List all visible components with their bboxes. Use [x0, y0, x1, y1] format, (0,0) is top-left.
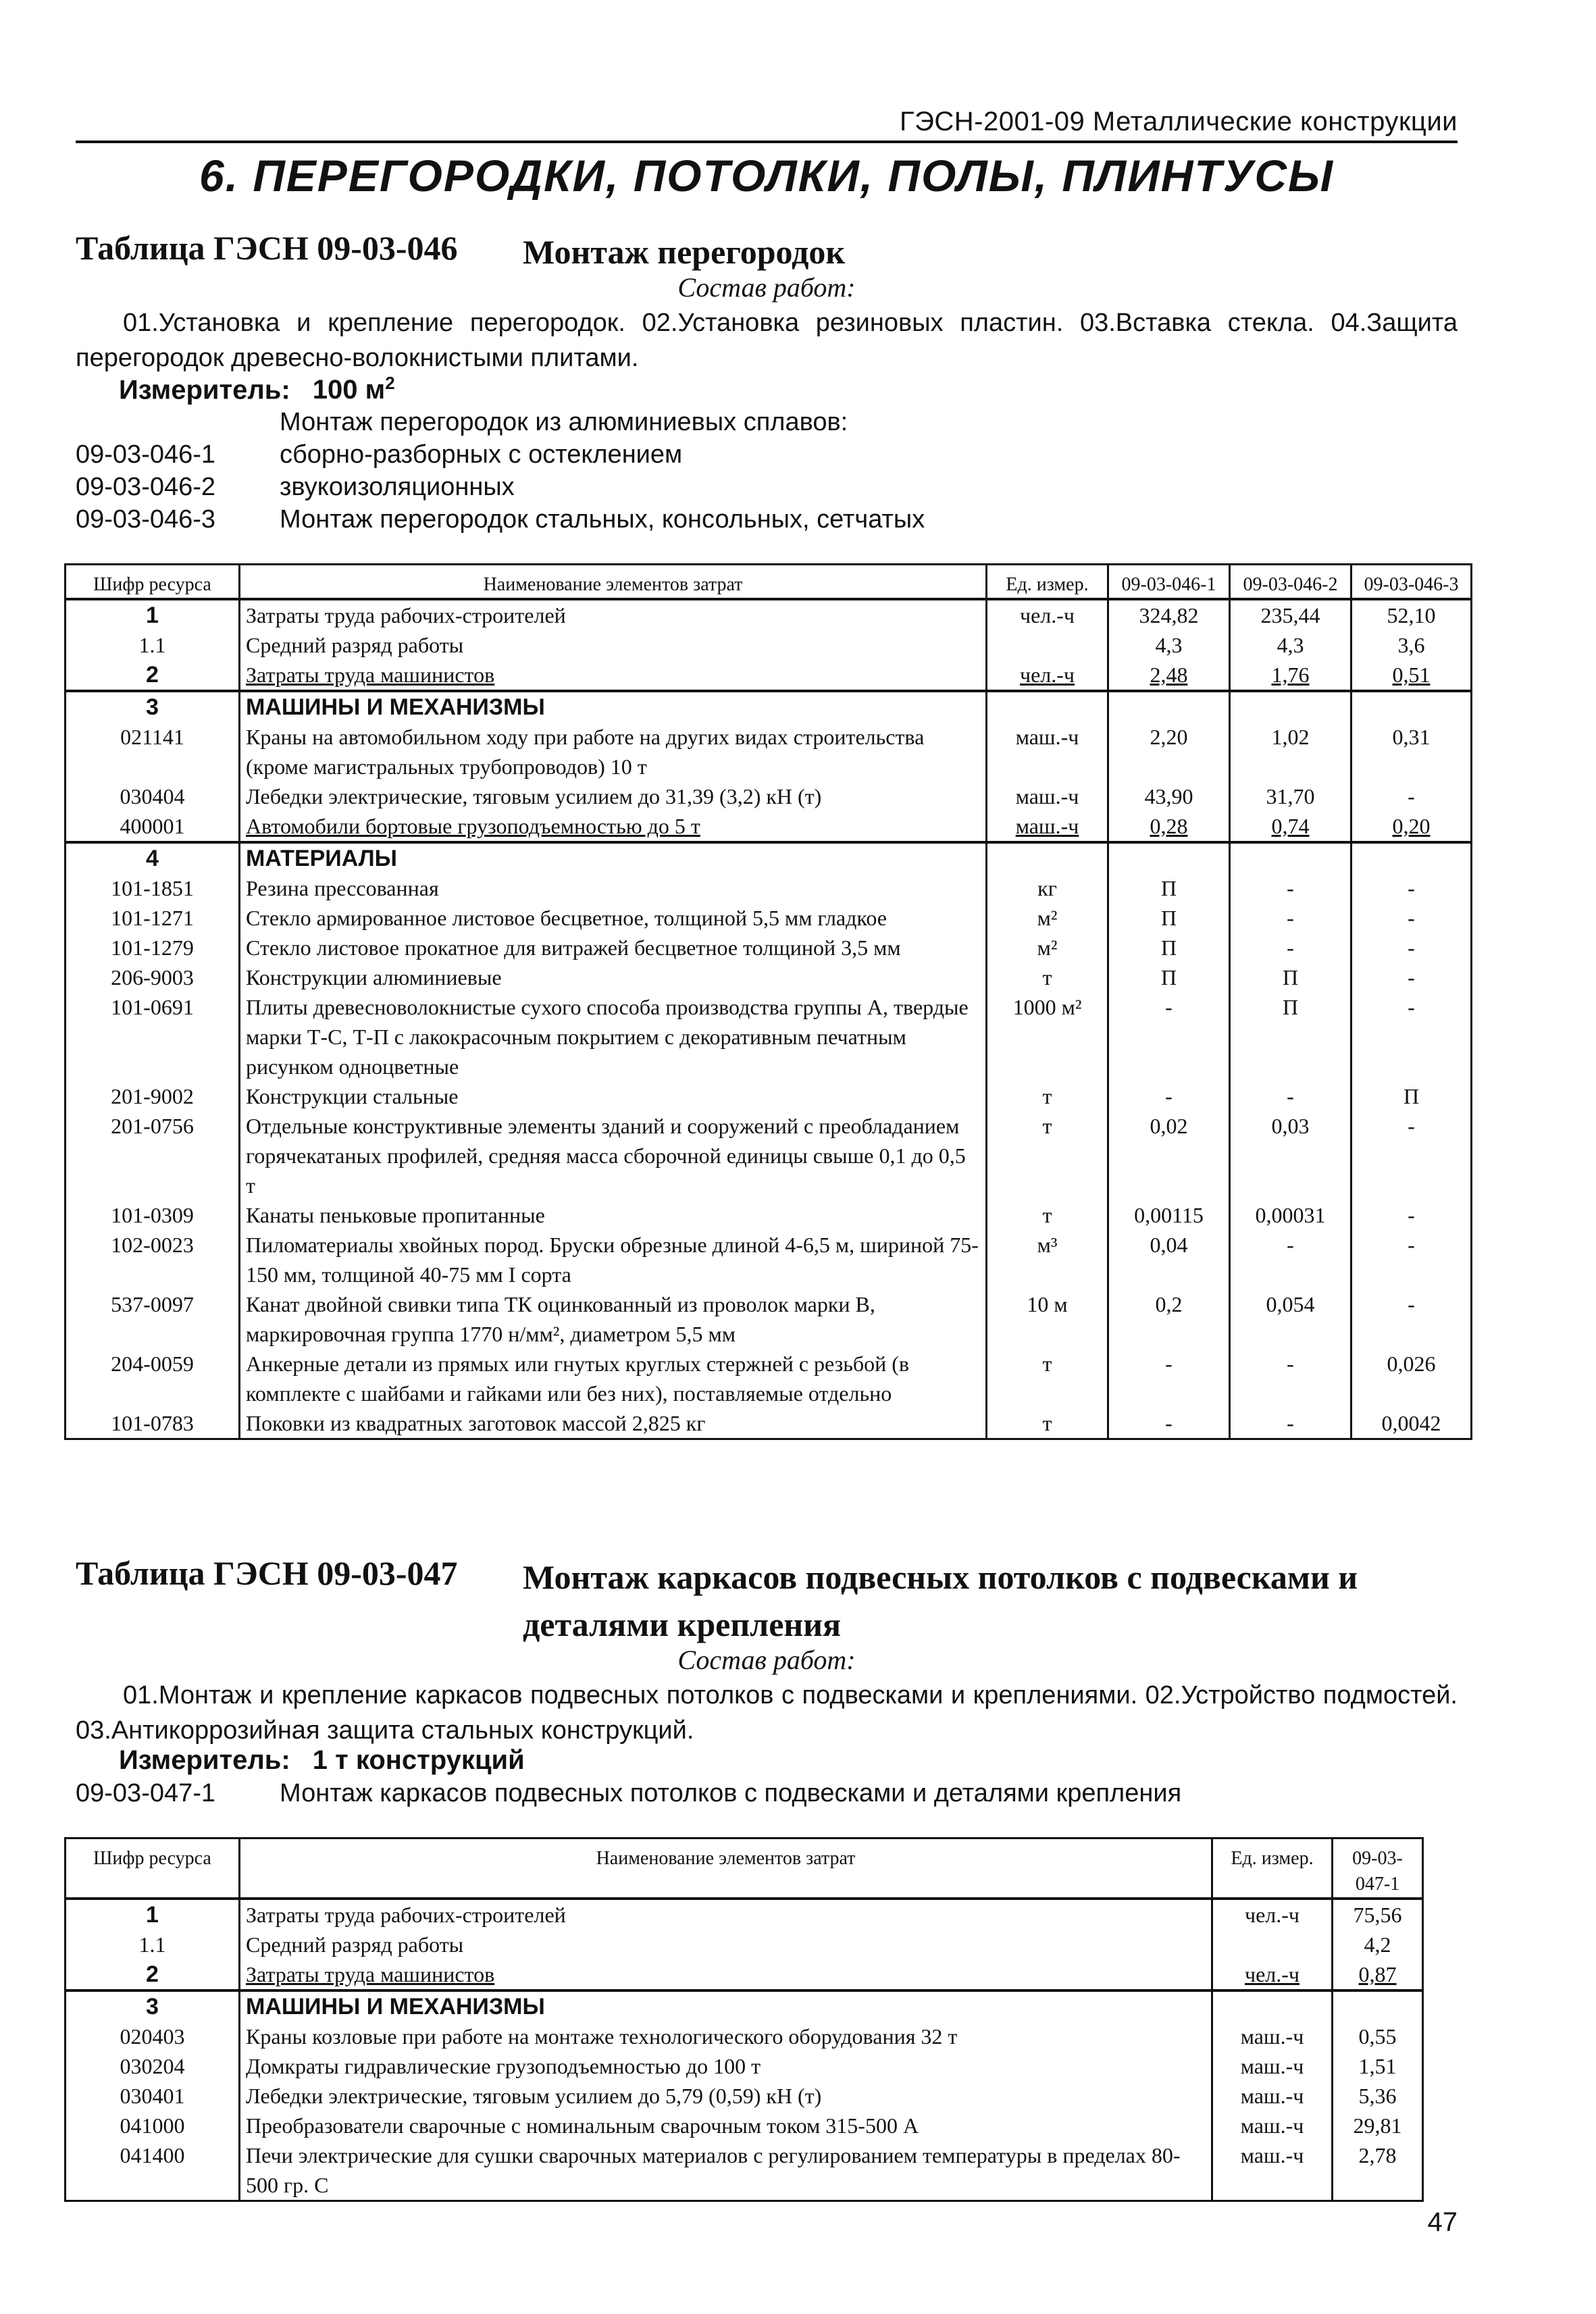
cell-value: 0,04 [1108, 1230, 1230, 1289]
cell-value [1108, 691, 1230, 722]
col-header-unit: Ед. измер. [1212, 1839, 1333, 1899]
cell-code: 537-0097 [66, 1289, 240, 1349]
cell-value: - [1108, 1349, 1230, 1408]
cell-value: 0,02 [1108, 1111, 1230, 1200]
table-row [66, 599, 1472, 630]
table2-title: Монтаж каркасов подвесных потолков с подвесками и деталями крепления [523, 1558, 1358, 1643]
cell-code: 030204 [66, 2051, 240, 2081]
table-row [66, 2022, 1423, 2051]
cell-value: - [1352, 1230, 1472, 1289]
cell-code: 020403 [66, 2022, 240, 2051]
cell-unit: маш.-ч [1212, 2022, 1333, 2051]
cell-unit [987, 691, 1108, 722]
col-header-unit: Ед. измер. [987, 565, 1108, 600]
cell-unit: чел.-ч [1212, 1959, 1333, 1990]
cell-value: 52,10 [1352, 599, 1472, 630]
cell-code: 102-0023 [66, 1230, 240, 1289]
cell-name: Пиломатериалы хвойных пород. Бруски обрезные длиной 4-6,5 м, шириной 75-150 мм, толщиной 40-75 мм I сорта [240, 1230, 987, 1289]
table-row [66, 1200, 1472, 1230]
table1-title: Монтаж перегородок [523, 233, 846, 271]
running-header: ГЭСН-2001-09 Металлические конструкции [899, 107, 1458, 136]
cell-value: - [1352, 1111, 1472, 1200]
table1-measure-label: Измеритель: [119, 375, 290, 405]
cell-value: - [1230, 1081, 1352, 1111]
page-number: 47 [1427, 2207, 1458, 2237]
cell-value: - [1352, 962, 1472, 992]
cell-code: 201-0756 [66, 1111, 240, 1200]
cell-value: - [1352, 781, 1472, 811]
cell-name: Средний разряд работы [240, 1930, 1212, 1959]
cell-name: Лебедки электрические, тяговым усилием до 5,79 (0,59) кН (т) [240, 2081, 1212, 2111]
cell-unit: м² [987, 903, 1108, 933]
cell-value: 4,3 [1108, 630, 1230, 660]
cell-name: Затраты труда рабочих-строителей [240, 599, 987, 630]
cell-value: - [1230, 1349, 1352, 1408]
table-row [66, 781, 1472, 811]
cell-code: 030404 [66, 781, 240, 811]
cell-unit: т [987, 1081, 1108, 1111]
table1-measure-sup: 2 [385, 373, 395, 393]
table2-works: 01.Монтаж и крепление каркасов подвесных потолков с подвесками и креплениями. 02.Устройство подмостей. 03.Антикоррозийная защита стальных конструкций. [76, 1681, 1458, 1745]
cell-name: Печи электрические для сушки сварочных материалов с регулированием температуры в пределах 80-500 гр. С [240, 2140, 1212, 2201]
cell-value [1108, 842, 1230, 873]
cell-value: П [1108, 962, 1230, 992]
cell-code: 030401 [66, 2081, 240, 2111]
table1-grid [64, 563, 1472, 1440]
table1-body [66, 599, 1472, 1439]
cell-name: Затраты труда машинистов [240, 660, 987, 691]
cell-value: - [1352, 933, 1472, 962]
col-header-code: Шифр ресурса [66, 565, 240, 600]
cell-code: 201-9002 [66, 1081, 240, 1111]
cell-code: 101-0691 [66, 992, 240, 1081]
cell-value [1352, 691, 1472, 722]
cell-value: 43,90 [1108, 781, 1230, 811]
cell-unit: маш.-ч [1212, 2140, 1333, 2201]
cell-code: 101-1279 [66, 933, 240, 962]
cell-unit [1212, 1930, 1333, 1959]
cell-name: Стекло армированное листовое бесцветное, толщиной 5,5 мм гладкое [240, 903, 987, 933]
cell-name: Краны козловые при работе на монтаже технологического оборудования 32 т [240, 2022, 1212, 2051]
section-title: 6. ПЕРЕГОРОДКИ, ПОТОЛКИ, ПОЛЫ, ПЛИНТУСЫ [199, 151, 1335, 201]
table2-sostav-label: Состав работ: [677, 1645, 856, 1675]
cell-value: 0,026 [1352, 1349, 1472, 1408]
cell-value: 2,78 [1333, 2140, 1423, 2201]
col-header-name: Наименование элементов затрат [240, 1839, 1212, 1899]
cell-value: 29,81 [1333, 2111, 1423, 2140]
cell-value [1352, 842, 1472, 873]
table-row [66, 1289, 1472, 1349]
table-row [66, 1408, 1472, 1439]
table-row [66, 722, 1472, 781]
table1-measure-value: 100 м [312, 375, 386, 405]
cell-name: МАШИНЫ И МЕХАНИЗМЫ [240, 691, 987, 722]
cell-unit: чел.-ч [1212, 1899, 1333, 1930]
col-header-code: Шифр ресурса [66, 1839, 240, 1899]
cell-value: 4,3 [1230, 630, 1352, 660]
cell-unit [987, 842, 1108, 873]
table-row [66, 1230, 1472, 1289]
cell-value [1230, 842, 1352, 873]
table2-measure-label: Измеритель: [119, 1745, 290, 1775]
col-header-name: Наименование элементов затрат [240, 565, 987, 600]
cell-value: П [1108, 933, 1230, 962]
cell-value: 1,76 [1230, 660, 1352, 691]
cell-value: 0,2 [1108, 1289, 1230, 1349]
table2-grid [64, 1837, 1424, 2202]
cell-unit: чел.-ч [987, 599, 1108, 630]
cell-code: 2 [66, 660, 240, 691]
table-row [66, 842, 1472, 873]
table1-measure [119, 373, 395, 405]
table-row [66, 1930, 1423, 1959]
header-rule [76, 140, 1458, 143]
cell-value: 0,55 [1333, 2022, 1423, 2051]
cell-value: - [1230, 873, 1352, 903]
table2-measure-value: 1 т конструкций [312, 1745, 525, 1775]
cell-value: П [1108, 903, 1230, 933]
table-header-row [66, 1839, 1423, 1899]
cell-value: П [1352, 1081, 1472, 1111]
cell-code: 206-9003 [66, 962, 240, 992]
cell-name: МАШИНЫ И МЕХАНИЗМЫ [240, 1990, 1212, 2022]
document-page: ГЭСН-2001-09 Металлические конструкции 6. ПЕРЕГОРОДКИ, ПОТОЛКИ, ПОЛЫ, ПЛИНТУСЫ Таблица ГЭСН 09-03-046 Монтаж перегородок Состав работ: 01.Установка и крепление перегородок. 02.Установка резиновых пластин. 03.Вставка стекла. 04.Защита перегородок древесно-волокнистыми плитами. Измеритель: 100 $м^2$ Монтаж перегородок из алюминиевых сплавов: 09-03-046-1 сборно-разборных с остеклением 09-03-046-2 звукоизоляционных 09-03-046-3 Монтаж перегородок стальных, консольных, сетчатых Шифр ресурса Наименование элементов затрат Ед. измер. 09-03-046-1 09-03-046-2 09-03-046-3 1 Затраты труда рабочих-строителей чел.-ч 324,82 235,44 52,10 1.1 Средний разряд работы 4,3 4,3 3,6 2 Затраты труда машинистов чел.-ч 2,48 1,76 0,51 3 МАШИНЫ И МЕХАНИЗМЫ 021141 Краны на автомобильном ходу при работе на других видах строительства (кроме магистральных трубопроводов) 10 т маш.-ч 2,20 1,02 0,31 030404 Лебедки электрические, тяговым усилием до 31,39 (3,2) кН (т) маш.-ч 43,90 31,70 - 400001 Автомобили бортовые грузоподъемностью до 5 т маш.-ч 0,28 0,74 0,20 4 МАТЕРИАЛЫ 101-1851 Резина прессованная кг П - - 101-1271 Стекло армированное листовое бесцветное, толщиной 5,5 мм гладкое м² П - - 101-1279 Стекло листовое прокатное для витражей бесцветное толщиной 3,5 мм м² П - - 206-9003 Конструкции алюминиевые т П П - 101-0691 Плиты древесноволокнистые сухого способа производства группы А, твердые марки Т-С, Т-П с лакокрасочным покрытием с декоративным печатным рисунком одноцветные 1000 м² - П - 201-9002 Конструкции стальные т - - П 201-0756 Отдельные конструктивные элементы зданий и сооружений с преобладанием горячекатаных профилей, средняя масса сборочной единицы свыше 0,1 до 0,5 т т 0,02 0,03 - 101-0309 Канаты пеньковые пропитанные т 0,00115 0,00031 - 102-0023 Пиломатериалы хвойных пород. Бруски обрезные длиной 4-6,5 м, шириной 75-150 мм, толщиной 40-75 мм I сорта м³ 0,04 - - 537-0097 Канат двойной свивки типа ТК оцинкованный из проволок марки В, маркировочная группа 1770 н/мм², диаметром 5,5 мм 10 м 0,2 0,054 - 204-0059 Анкерные детали из прямых или гнутых круглых стержней с резьбой (в комплекте с шайбами и гайками или без них), поставляемые отдельно т - - 0,026 101-0783 Поковки из квадратных заготовок массой 2,825 кг т - - 0,0042 Таблица ГЭСН 09-03-047 Монтаж каркасов подвесных потолков с подвесками и деталями крепления Состав работ: 01.Монтаж и крепление каркасов подвесных потолков с подвесками и креплениями. 02.Устройство подмостей. 03.Антикоррозийная защита стальных конструкций. Измеритель: 1 т конструкций 09-03-047-1 Монтаж каркасов подвесных потолков с подвесками и деталями крепления Шифр ресурса Наименование элементов затрат Ед. измер. 09-03-047-1 1 Затраты труда рабочих-строителей чел.-ч 75,56 1.1 Средний разряд работы 4,2 2 Затраты труда машинистов чел.-ч 0,87 3 МАШИНЫ И МЕХАНИЗМЫ 020403 Краны козловые при работе на монтаже технологического оборудования 32 т маш.-ч 0,55 030204 Домкраты гидравлические грузоподъемностью до 100 т маш.-ч 1,51 030401 Лебедки электрические, тяговым усилием до 5,79 (0,59) кН (т) маш.-ч 5,36 041000 Преобразователи сварочные с номинальным сварочным током 315-500 А маш.-ч 29,81 041400 Печи электрические для сушки сварочных материалов с регулированием температуры в пределах 80-500 гр. С маш.-ч 2,78 47 [0, 0, 1596, 2314]
table1-sostav-label: Состав работ: [677, 272, 856, 303]
cell-code: 2 [66, 1959, 240, 1990]
table-row [66, 1899, 1423, 1930]
cell-unit: т [987, 1200, 1108, 1230]
cell-unit: маш.-ч [1212, 2111, 1333, 2140]
cell-value: 0,74 [1230, 811, 1352, 842]
table-row [66, 2081, 1423, 2111]
table-row [66, 2051, 1423, 2081]
cell-name: Анкерные детали из прямых или гнутых круглых стержней с резьбой (в комплекте с шайбами и гайками или без них), поставляемые отдельно [240, 1349, 987, 1408]
cell-value: - [1352, 992, 1472, 1081]
table1-intro: Монтаж перегородок из алюминиевых сплавов: [280, 408, 848, 436]
cell-value: П [1230, 992, 1352, 1081]
cell-unit [987, 630, 1108, 660]
cell-name: Краны на автомобильном ходу при работе на других видах строительства (кроме магистральных трубопроводов) 10 т [240, 722, 987, 781]
cell-name: Отдельные конструктивные элементы зданий и сооружений с преобладанием горячекатаных профилей, средняя масса сборочной единицы свыше 0,1 до 0,5 т [240, 1111, 987, 1200]
cell-code: 1 [66, 599, 240, 630]
cell-value: - [1230, 903, 1352, 933]
table-row [66, 962, 1472, 992]
cell-value: - [1352, 1200, 1472, 1230]
cell-unit [1212, 1990, 1333, 2022]
cell-value: - [1108, 992, 1230, 1081]
cell-code: 101-0309 [66, 1200, 240, 1230]
col-header-norm-1: 09-03-047-1 [1333, 1839, 1423, 1899]
table-row [66, 630, 1472, 660]
cell-value: 0,20 [1352, 811, 1472, 842]
cell-value: 3,6 [1352, 630, 1472, 660]
cell-code: 400001 [66, 811, 240, 842]
table-row [66, 992, 1472, 1081]
table2-measure [119, 1745, 525, 1776]
cell-code: 1.1 [66, 630, 240, 660]
cell-value: 0,00031 [1230, 1200, 1352, 1230]
table-row [66, 1081, 1472, 1111]
table-row [66, 691, 1472, 722]
cell-value: - [1230, 933, 1352, 962]
cell-value: 1,51 [1333, 2051, 1423, 2081]
cell-unit: маш.-ч [1212, 2051, 1333, 2081]
cell-code: 204-0059 [66, 1349, 240, 1408]
cell-unit: т [987, 1111, 1108, 1200]
cell-value: - [1230, 1230, 1352, 1289]
cell-unit: 10 м [987, 1289, 1108, 1349]
cell-name: Домкраты гидравлические грузоподъемностью до 100 т [240, 2051, 1212, 2081]
cell-code: 101-1851 [66, 873, 240, 903]
cell-name: Стекло листовое прокатное для витражей бесцветное толщиной 3,5 мм [240, 933, 987, 962]
cell-code: 3 [66, 1990, 240, 2022]
cell-value: 324,82 [1108, 599, 1230, 630]
cell-value: 1,02 [1230, 722, 1352, 781]
cell-name: Средний разряд работы [240, 630, 987, 660]
cell-name: Затраты труда машинистов [240, 1959, 1212, 1990]
table-row [66, 903, 1472, 933]
col-header-norm-1: 09-03-046-1 [1108, 565, 1230, 600]
cell-value: 0,51 [1352, 660, 1472, 691]
table1-code: Таблица ГЭСН 09-03-046 [76, 229, 458, 267]
cell-name: Конструкции алюминиевые [240, 962, 987, 992]
table-row [66, 2140, 1423, 2201]
cell-value: 0,31 [1352, 722, 1472, 781]
table-row [66, 1990, 1423, 2022]
cell-unit: м³ [987, 1230, 1108, 1289]
cell-value: 2,20 [1108, 722, 1230, 781]
cell-unit: м² [987, 933, 1108, 962]
cell-name: Затраты труда рабочих-строителей [240, 1899, 1212, 1930]
cell-code: 041400 [66, 2140, 240, 2201]
table-row [66, 873, 1472, 903]
cell-name: Резина прессованная [240, 873, 987, 903]
cell-name: Канаты пеньковые пропитанные [240, 1200, 987, 1230]
cell-name: Преобразователи сварочные с номинальным сварочным током 315-500 А [240, 2111, 1212, 2140]
cell-value: 31,70 [1230, 781, 1352, 811]
table-row [66, 1349, 1472, 1408]
cell-value: - [1352, 873, 1472, 903]
cell-name: Лебедки электрические, тяговым усилием до 31,39 (3,2) кН (т) [240, 781, 987, 811]
table1-works: 01.Установка и крепление перегородок. 02.Установка резиновых пластин. 03.Вставка стекла. 04.Защита перегородок древесно-волокнистыми плитами. [76, 309, 1458, 372]
cell-name: Плиты древесноволокнистые сухого способа производства группы А, твердые марки Т-С, Т-П с лакокрасочным покрытием с декоративным печатным рисунком одноцветные [240, 992, 987, 1081]
cell-value: - [1352, 903, 1472, 933]
table-row [66, 811, 1472, 842]
cell-value: 0,0042 [1352, 1408, 1472, 1439]
cell-value: 235,44 [1230, 599, 1352, 630]
cell-unit: маш.-ч [987, 781, 1108, 811]
cell-code: 1.1 [66, 1930, 240, 1959]
cell-value: - [1230, 1408, 1352, 1439]
table2-code: Таблица ГЭСН 09-03-047 [76, 1554, 458, 1592]
cell-value: 0,054 [1230, 1289, 1352, 1349]
cell-value: 0,03 [1230, 1111, 1352, 1200]
cell-name: Автомобили бортовые грузоподъемностью до 5 т [240, 811, 987, 842]
cell-value: П [1108, 873, 1230, 903]
cell-value: 0,87 [1333, 1959, 1423, 1990]
table-row [66, 2111, 1423, 2140]
cell-code: 021141 [66, 722, 240, 781]
cell-value: 5,36 [1333, 2081, 1423, 2111]
cell-unit: т [987, 962, 1108, 992]
cell-value: 0,28 [1108, 811, 1230, 842]
col-header-norm-3: 09-03-046-3 [1352, 565, 1472, 600]
cell-name: МАТЕРИАЛЫ [240, 842, 987, 873]
table-row [66, 1959, 1423, 1990]
table-row [66, 660, 1472, 691]
cell-unit: маш.-ч [987, 722, 1108, 781]
cell-value [1230, 691, 1352, 722]
col-header-norm-2: 09-03-046-2 [1230, 565, 1352, 600]
cell-value: - [1108, 1408, 1230, 1439]
table-row [66, 933, 1472, 962]
cell-name: Канат двойной свивки типа ТК оцинкованный из проволок марки В, маркировочная группа 1770 н/мм², диаметром 5,5 мм [240, 1289, 987, 1349]
cell-name: Конструкции стальные [240, 1081, 987, 1111]
cell-value: П [1230, 962, 1352, 992]
cell-value: 75,56 [1333, 1899, 1423, 1930]
cell-code: 041000 [66, 2111, 240, 2140]
cell-value: 2,48 [1108, 660, 1230, 691]
cell-unit: т [987, 1349, 1108, 1408]
cell-code: 101-0783 [66, 1408, 240, 1439]
cell-code: 101-1271 [66, 903, 240, 933]
cell-unit: кг [987, 873, 1108, 903]
table-header-row [66, 565, 1472, 600]
cell-value: 0,00115 [1108, 1200, 1230, 1230]
cell-code: 3 [66, 691, 240, 722]
table-row [66, 1111, 1472, 1200]
cell-name: Поковки из квадратных заготовок массой 2,825 кг [240, 1408, 987, 1439]
table2-body [66, 1899, 1423, 2201]
cell-value [1333, 1990, 1423, 2022]
cell-value: - [1108, 1081, 1230, 1111]
cell-unit: т [987, 1408, 1108, 1439]
cell-code: 4 [66, 842, 240, 873]
cell-value: 4,2 [1333, 1930, 1423, 1959]
cell-unit: 1000 м² [987, 992, 1108, 1081]
cell-unit: маш.-ч [987, 811, 1108, 842]
cell-unit: маш.-ч [1212, 2081, 1333, 2111]
cell-code: 1 [66, 1899, 240, 1930]
cell-value: - [1352, 1289, 1472, 1349]
cell-unit: чел.-ч [987, 660, 1108, 691]
